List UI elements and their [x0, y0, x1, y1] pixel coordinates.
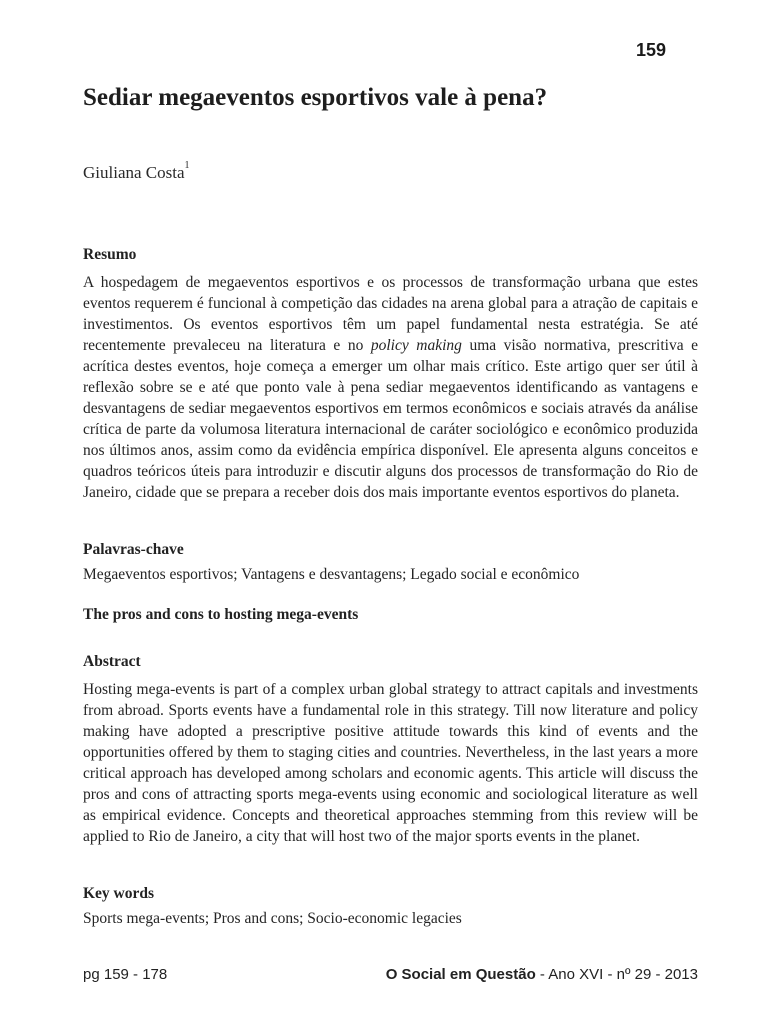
author-footnote-marker: 1 — [184, 160, 190, 171]
resumo-text-part-1: A hospedagem de megaeventos esportivos e os processos de transformação urbana que estes eventos requerem é funcional à competição das cidades na arena global para a atração de capitais e investimentos. Os eventos esportivos têm um papel fundamental nesta estratégia. Se até recentemente prevaleceu na literatura e no — [83, 274, 698, 354]
key-words-text: Sports mega-events; Pros and cons; Socio-economic legacies — [83, 910, 462, 927]
page-number: 159 — [636, 40, 667, 60]
author-name — [83, 160, 190, 183]
english-title: The pros and cons to hosting mega-events — [83, 606, 359, 623]
article-title: Sediar megaeventos esportivos vale à pena? — [83, 84, 548, 111]
author-name-text: Giuliana Costa — [83, 163, 185, 182]
key-words-heading: Key words — [83, 885, 155, 902]
footer-issue: - Ano XVI - nº 29 - 2013 — [535, 966, 698, 983]
footer-journal-name: O Social em Questão — [385, 966, 536, 983]
palavras-chave-heading: Palavras-chave — [83, 541, 184, 558]
abstract-heading: Abstract — [83, 653, 141, 670]
footer-page-range: pg 159 - 178 — [83, 966, 168, 983]
abstract-paragraph: Hosting mega-events is part of a complex urban global strategy to attract capitals and investments from abroad. Sports events have a fundamental role in this strategy. Till now literature and policy making have adopted a prescriptive positive attitude towards this kind of events and the opportunities offered by them to staging cities and countries. Nevertheless, in the last years a more critical approach has developed among scholars and economic agents. This article will discuss the pros and cons of attracting sports mega-events using economic and sociological literature as well as empirical evidence. Concepts and theoretical approaches stemming from this review will be applied to Rio de Janeiro, a city that will host two of the major sports events in the planet. — [83, 681, 698, 845]
resumo-paragraph — [83, 272, 698, 503]
resumo-heading: Resumo — [83, 246, 137, 263]
palavras-chave-text: Megaeventos esportivos; Vantagens e desvantagens; Legado social e econômico — [83, 566, 580, 583]
resumo-text-part-2: uma visão normativa, prescritiva e acrítica destes eventos, hoje começa a emerger um olhar mais crítico. Este artigo quer ser útil à reflexão sobre se e até que ponto vale à pena sediar megaeventos identificando as vantagens e desvantagens de sediar megaeventos esportivos em termos econômicos e sociais através da análise crítica de parte da volumosa literatura internacional de caráter sociológico e econômico produzida nos últimos anos, assim como da evidência empírica disponível. Ele apresenta alguns conceitos e quadros teóricos úteis para introduzir e discutir alguns dos processos de transformação do Rio de Janeiro, cidade que se prepara a receber dois dos mais importante eventos esportivos do planeta. — [83, 337, 698, 501]
footer-journal-info — [386, 966, 698, 983]
resumo-italic-term: policy making — [370, 337, 462, 354]
